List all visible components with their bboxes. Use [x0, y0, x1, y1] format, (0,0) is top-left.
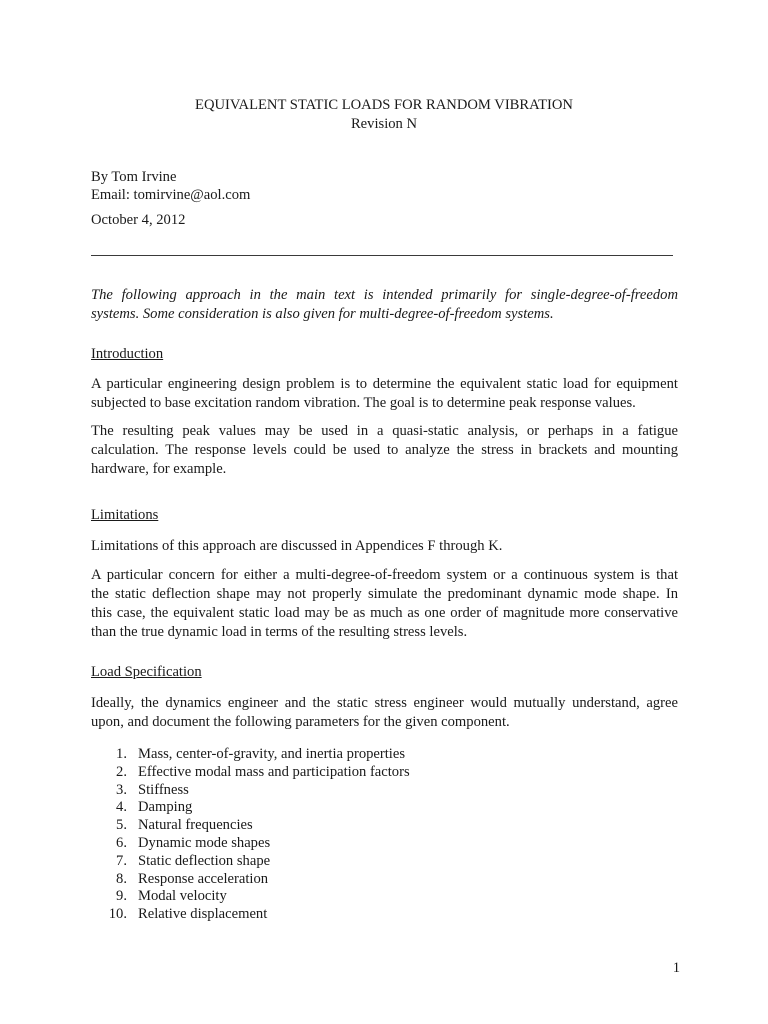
list-item-number: 3. [116, 781, 127, 798]
list-item-number: 7. [116, 852, 127, 869]
list-item [106, 746, 666, 764]
intro-p2-line-3: hardware, for example. [91, 461, 227, 477]
list-item-number: 9. [116, 888, 127, 905]
author-email: Email: tomirvine@aol.com [91, 187, 251, 203]
intro-note-line-2: systems. Some consideration is also given for multi-degree-of-freedom systems. [91, 306, 554, 322]
document-title: EQUIVALENT STATIC LOADS FOR RANDOM VIBRATION [195, 97, 573, 113]
document-date: October 4, 2012 [91, 212, 186, 228]
list-item [106, 817, 666, 835]
load-spec-paragraph-1 [91, 694, 678, 732]
author-byline: By Tom Irvine [91, 169, 177, 185]
heading-load-specification: Load Specification [91, 664, 202, 680]
list-item-text: Damping [138, 799, 193, 816]
list-item-text: Natural frequencies [138, 817, 253, 834]
document-revision: Revision N [350, 116, 418, 132]
list-item-number: 8. [116, 870, 127, 887]
list-item-number: 1. [116, 746, 127, 762]
intro-note [91, 286, 678, 324]
limitations-paragraph-1: Limitations of this approach are discussed in Appendices F through K. [91, 538, 503, 554]
introduction-paragraph-1 [91, 375, 678, 413]
heading-limitations: Limitations [91, 507, 159, 523]
page-number: 1 [672, 960, 680, 976]
list-item [106, 906, 666, 924]
list-item-number: 4. [116, 799, 127, 816]
parameter-list-items [106, 746, 666, 924]
intro-p1-line-2: subjected to base excitation random vibration. The goal is to determine peak response values. [91, 395, 636, 411]
list-item [106, 764, 666, 782]
list-item-text: Modal velocity [138, 888, 227, 905]
limit-p2-line-2: the static deflection shape may not properly simulate the predominant dynamic mode shape. In [91, 586, 678, 602]
list-item [106, 853, 666, 871]
intro-p1-line-1: A particular engineering design problem is to determine the equivalent static load for equipment [91, 376, 678, 392]
limitations-paragraph-2 [91, 566, 678, 642]
introduction-paragraph-2 [91, 422, 678, 479]
list-item-text: Relative displacement [138, 906, 268, 923]
list-item-text: Effective modal mass and participation factors [138, 763, 410, 780]
intro-p2-line-1: The resulting peak values may be used in a quasi-static analysis, or perhaps in a fatigue [91, 423, 678, 439]
list-item-number: 10. [108, 906, 127, 923]
list-item [106, 799, 666, 817]
list-item-text: Stiffness [138, 781, 189, 798]
list-item-number: 5. [116, 817, 127, 834]
limit-p2-line-4: than the true dynamic load in terms of the resulting stress levels. [91, 624, 468, 640]
list-item-text: Mass, center-of-gravity, and inertia properties [138, 746, 406, 762]
list-item [106, 871, 666, 889]
separator-rule [91, 255, 673, 256]
intro-p2-line-2: calculation. The response levels could be used to analyze the stress in brackets and mounting [91, 442, 678, 458]
intro-note-line-1: The following approach in the main text is intended primarily for single-degree-of-freedom [91, 287, 678, 303]
limit-p2-line-1: A particular concern for either a multi-degree-of-freedom system or a continuous system is that [91, 567, 678, 583]
load-p1-line-2: upon, and document the following parameters for the given component. [91, 714, 510, 730]
list-item-number: 2. [116, 763, 127, 780]
list-item-number: 6. [116, 834, 127, 851]
list-item [106, 835, 666, 853]
list-item-text: Response acceleration [138, 870, 269, 887]
heading-introduction: Introduction [91, 346, 164, 362]
list-item-text: Static deflection shape [138, 852, 271, 869]
load-p1-line-1: Ideally, the dynamics engineer and the static stress engineer would mutually understand, agree [91, 695, 678, 711]
parameter-list [106, 746, 666, 924]
list-item [106, 782, 666, 800]
list-item-text: Dynamic mode shapes [138, 834, 271, 851]
list-item [106, 888, 666, 906]
limit-p2-line-3: this case, the equivalent static load may be as much as one order of magnitude more conservative [91, 605, 678, 621]
